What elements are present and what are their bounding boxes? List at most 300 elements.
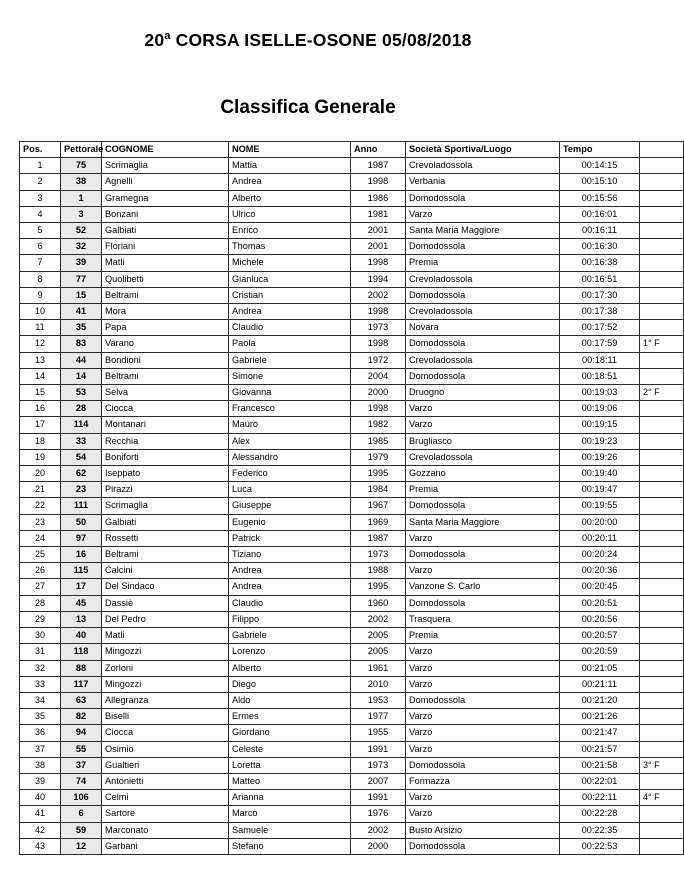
cell-bib: 54 <box>61 449 102 465</box>
cell-year: 2000 <box>351 838 406 854</box>
cell-club: Varzo <box>406 563 560 579</box>
cell-year: 1973 <box>351 320 406 336</box>
table-row <box>20 822 684 838</box>
cell-note <box>640 304 684 320</box>
cell-firstname: Stefano <box>229 838 351 854</box>
cell-note <box>640 611 684 627</box>
cell-time: 00:18:51 <box>560 368 640 384</box>
cell-position: 7 <box>20 255 61 271</box>
cell-firstname: Marco <box>229 806 351 822</box>
cell-firstname: Simone <box>229 368 351 384</box>
cell-bib: 50 <box>61 514 102 530</box>
cell-position: 10 <box>20 304 61 320</box>
cell-time: 00:22:35 <box>560 822 640 838</box>
cell-club: Druogno <box>406 385 560 401</box>
cell-club: Domodossola <box>406 368 560 384</box>
cell-note <box>640 741 684 757</box>
page-title-rest: CORSA ISELLE-OSONE 05/08/2018 <box>170 30 472 50</box>
cell-time: 00:21:11 <box>560 676 640 692</box>
cell-year: 1960 <box>351 595 406 611</box>
cell-position: 19 <box>20 449 61 465</box>
cell-note <box>640 838 684 854</box>
cell-time: 00:17:30 <box>560 287 640 303</box>
cell-note <box>640 271 684 287</box>
table-row <box>20 806 684 822</box>
cell-position: 15 <box>20 385 61 401</box>
cell-time: 00:16:51 <box>560 271 640 287</box>
cell-firstname: Paola <box>229 336 351 352</box>
cell-note <box>640 368 684 384</box>
cell-time: 00:17:38 <box>560 304 640 320</box>
cell-bib: 111 <box>61 498 102 514</box>
cell-club: Varzo <box>406 206 560 222</box>
cell-year: 1981 <box>351 206 406 222</box>
cell-club: Crevoladossola <box>406 449 560 465</box>
cell-year: 1991 <box>351 790 406 806</box>
cell-position: 34 <box>20 692 61 708</box>
cell-position: 27 <box>20 579 61 595</box>
cell-position: 40 <box>20 790 61 806</box>
table-row <box>20 676 684 692</box>
table-row <box>20 401 684 417</box>
cell-note <box>640 628 684 644</box>
cell-time: 00:21:47 <box>560 725 640 741</box>
cell-position: 29 <box>20 611 61 627</box>
cell-year: 1998 <box>351 336 406 352</box>
cell-time: 00:21:26 <box>560 709 640 725</box>
cell-club: Busto Arsizio <box>406 822 560 838</box>
cell-year: 2004 <box>351 368 406 384</box>
cell-surname: Quolibetti <box>102 271 229 287</box>
cell-firstname: Andrea <box>229 563 351 579</box>
cell-surname: Galbiati <box>102 514 229 530</box>
cell-note <box>640 417 684 433</box>
table-row <box>20 838 684 854</box>
cell-note: 4° F <box>640 790 684 806</box>
cell-year: 1961 <box>351 660 406 676</box>
cell-club: Domodossola <box>406 498 560 514</box>
cell-surname: Beltrami <box>102 287 229 303</box>
table-row <box>20 741 684 757</box>
cell-club: Verbania <box>406 174 560 190</box>
cell-firstname: Filippo <box>229 611 351 627</box>
cell-bib: 75 <box>61 158 102 174</box>
table-row <box>20 206 684 222</box>
table-row <box>20 449 684 465</box>
cell-firstname: Federico <box>229 466 351 482</box>
cell-bib: 82 <box>61 709 102 725</box>
table-row <box>20 530 684 546</box>
cell-time: 00:20:57 <box>560 628 640 644</box>
cell-bib: 39 <box>61 255 102 271</box>
cell-note <box>640 239 684 255</box>
cell-time: 00:21:57 <box>560 741 640 757</box>
cell-surname: Antonietti <box>102 773 229 789</box>
cell-year: 1995 <box>351 466 406 482</box>
cell-club: Formazza <box>406 773 560 789</box>
table-row <box>20 223 684 239</box>
cell-time: 00:16:38 <box>560 255 640 271</box>
table-row <box>20 725 684 741</box>
cell-note <box>640 223 684 239</box>
table-row <box>20 352 684 368</box>
cell-firstname: Thomas <box>229 239 351 255</box>
cell-bib: 83 <box>61 336 102 352</box>
cell-bib: 1 <box>61 190 102 206</box>
cell-club: Domodossola <box>406 595 560 611</box>
cell-firstname: Mattia <box>229 158 351 174</box>
cell-year: 1998 <box>351 401 406 417</box>
table-row <box>20 433 684 449</box>
cell-position: 18 <box>20 433 61 449</box>
cell-time: 00:19:47 <box>560 482 640 498</box>
cell-bib: 59 <box>61 822 102 838</box>
cell-surname: Dassiè <box>102 595 229 611</box>
cell-club: Domodossola <box>406 336 560 352</box>
cell-surname: Pirazzi <box>102 482 229 498</box>
cell-year: 2002 <box>351 611 406 627</box>
cell-time: 00:21:20 <box>560 692 640 708</box>
cell-surname: Sartore <box>102 806 229 822</box>
table-row <box>20 174 684 190</box>
column-header-time: Tempo <box>560 142 640 158</box>
cell-position: 9 <box>20 287 61 303</box>
cell-year: 1987 <box>351 158 406 174</box>
cell-firstname: Francesco <box>229 401 351 417</box>
cell-note <box>640 563 684 579</box>
cell-note <box>640 773 684 789</box>
column-header-surname: COGNOME <box>102 142 229 158</box>
cell-club: Varzo <box>406 741 560 757</box>
cell-club: Santa Maria Maggiore <box>406 223 560 239</box>
cell-club: Vanzone S. Carlo <box>406 579 560 595</box>
cell-position: 24 <box>20 530 61 546</box>
cell-time: 00:17:59 <box>560 336 640 352</box>
cell-note <box>640 595 684 611</box>
cell-note <box>640 644 684 660</box>
cell-bib: 14 <box>61 368 102 384</box>
cell-surname: Agnelli <box>102 174 229 190</box>
cell-time: 00:15:56 <box>560 190 640 206</box>
table-row <box>20 628 684 644</box>
table-row <box>20 239 684 255</box>
table-header-row <box>20 142 684 158</box>
table-row <box>20 417 684 433</box>
table-row <box>20 287 684 303</box>
cell-year: 1977 <box>351 709 406 725</box>
cell-surname: Recchia <box>102 433 229 449</box>
cell-bib: 114 <box>61 417 102 433</box>
table-row <box>20 611 684 627</box>
cell-bib: 94 <box>61 725 102 741</box>
cell-time: 00:15:10 <box>560 174 640 190</box>
cell-surname: Matli <box>102 628 229 644</box>
cell-time: 00:19:55 <box>560 498 640 514</box>
cell-bib: 37 <box>61 757 102 773</box>
cell-note <box>640 206 684 222</box>
cell-surname: Osimio <box>102 741 229 757</box>
cell-club: Trasquera <box>406 611 560 627</box>
cell-time: 00:16:30 <box>560 239 640 255</box>
table-row <box>20 304 684 320</box>
cell-position: 22 <box>20 498 61 514</box>
results-table-head <box>20 142 684 158</box>
table-row <box>20 190 684 206</box>
cell-firstname: Claudio <box>229 320 351 336</box>
cell-firstname: Claudio <box>229 595 351 611</box>
cell-year: 2002 <box>351 287 406 303</box>
cell-bib: 32 <box>61 239 102 255</box>
cell-surname: Del Pedro <box>102 611 229 627</box>
cell-surname: Mingozzi <box>102 676 229 692</box>
cell-position: 32 <box>20 660 61 676</box>
cell-bib: 97 <box>61 530 102 546</box>
cell-firstname: Michele <box>229 255 351 271</box>
cell-club: Varzo <box>406 725 560 741</box>
cell-position: 30 <box>20 628 61 644</box>
cell-surname: Scrimaglia <box>102 158 229 174</box>
cell-year: 1967 <box>351 498 406 514</box>
cell-firstname: Gabriele <box>229 352 351 368</box>
results-table-body <box>20 158 684 855</box>
cell-time: 00:18:11 <box>560 352 640 368</box>
cell-note <box>640 822 684 838</box>
cell-firstname: Celeste <box>229 741 351 757</box>
cell-club: Varzo <box>406 806 560 822</box>
cell-surname: Zorloni <box>102 660 229 676</box>
cell-bib: 23 <box>61 482 102 498</box>
page-title-prefix: 20 <box>144 30 165 50</box>
cell-surname: Floriani <box>102 239 229 255</box>
cell-bib: 3 <box>61 206 102 222</box>
cell-firstname: Lorenzo <box>229 644 351 660</box>
cell-bib: 52 <box>61 223 102 239</box>
cell-surname: Calcini <box>102 563 229 579</box>
cell-year: 2001 <box>351 239 406 255</box>
page-title-ordinal-suffix: a <box>164 30 171 43</box>
cell-position: 6 <box>20 239 61 255</box>
cell-note <box>640 287 684 303</box>
table-row <box>20 368 684 384</box>
cell-year: 1982 <box>351 417 406 433</box>
cell-club: Varzo <box>406 660 560 676</box>
table-row <box>20 482 684 498</box>
cell-note <box>640 401 684 417</box>
cell-position: 41 <box>20 806 61 822</box>
cell-surname: Montanari <box>102 417 229 433</box>
cell-position: 12 <box>20 336 61 352</box>
cell-note <box>640 255 684 271</box>
cell-surname: Rossetti <box>102 530 229 546</box>
cell-year: 1991 <box>351 741 406 757</box>
results-table-container <box>19 141 660 855</box>
cell-surname: Del Sindaco <box>102 579 229 595</box>
cell-club: Varzo <box>406 417 560 433</box>
cell-note <box>640 466 684 482</box>
cell-surname: Mora <box>102 304 229 320</box>
cell-note <box>640 498 684 514</box>
cell-year: 2002 <box>351 822 406 838</box>
cell-club: Domodossola <box>406 547 560 563</box>
cell-position: 43 <box>20 838 61 854</box>
cell-bib: 44 <box>61 352 102 368</box>
cell-firstname: Arianna <box>229 790 351 806</box>
cell-position: 25 <box>20 547 61 563</box>
cell-club: Santa Maria Maggiore <box>406 514 560 530</box>
cell-position: 35 <box>20 709 61 725</box>
table-row <box>20 692 684 708</box>
cell-surname: Bonzani <box>102 206 229 222</box>
cell-position: 5 <box>20 223 61 239</box>
cell-note <box>640 320 684 336</box>
cell-club: Brugliasco <box>406 433 560 449</box>
cell-time: 00:19:06 <box>560 401 640 417</box>
cell-time: 00:19:26 <box>560 449 640 465</box>
cell-surname: Beltrami <box>102 368 229 384</box>
cell-year: 1973 <box>351 547 406 563</box>
cell-year: 1969 <box>351 514 406 530</box>
cell-note <box>640 660 684 676</box>
cell-year: 2005 <box>351 644 406 660</box>
cell-bib: 117 <box>61 676 102 692</box>
cell-time: 00:17:52 <box>560 320 640 336</box>
cell-year: 2001 <box>351 223 406 239</box>
cell-surname: Matli <box>102 255 229 271</box>
cell-firstname: Patrick <box>229 530 351 546</box>
cell-year: 1986 <box>351 190 406 206</box>
cell-bib: 35 <box>61 320 102 336</box>
cell-surname: Selva <box>102 385 229 401</box>
cell-position: 42 <box>20 822 61 838</box>
cell-surname: Galbiati <box>102 223 229 239</box>
cell-surname: Biselli <box>102 709 229 725</box>
cell-note: 2° F <box>640 385 684 401</box>
table-row <box>20 320 684 336</box>
cell-club: Domodossola <box>406 838 560 854</box>
cell-position: 2 <box>20 174 61 190</box>
cell-firstname: Alex <box>229 433 351 449</box>
cell-year: 1976 <box>351 806 406 822</box>
cell-year: 2007 <box>351 773 406 789</box>
cell-club: Premia <box>406 482 560 498</box>
cell-bib: 55 <box>61 741 102 757</box>
cell-surname: Celmi <box>102 790 229 806</box>
cell-year: 1998 <box>351 255 406 271</box>
page-title <box>0 30 616 51</box>
cell-surname: Ciocca <box>102 725 229 741</box>
cell-time: 00:22:53 <box>560 838 640 854</box>
table-row <box>20 563 684 579</box>
cell-club: Varzo <box>406 644 560 660</box>
cell-bib: 38 <box>61 174 102 190</box>
cell-year: 1955 <box>351 725 406 741</box>
cell-year: 1987 <box>351 530 406 546</box>
cell-bib: 88 <box>61 660 102 676</box>
cell-firstname: Gabriele <box>229 628 351 644</box>
page-subtitle: Classifica Generale <box>220 97 396 118</box>
cell-firstname: Ermes <box>229 709 351 725</box>
cell-club: Premia <box>406 255 560 271</box>
cell-time: 00:21:58 <box>560 757 640 773</box>
cell-bib: 17 <box>61 579 102 595</box>
column-header-firstname: NOME <box>229 142 351 158</box>
cell-year: 1998 <box>351 304 406 320</box>
cell-year: 1979 <box>351 449 406 465</box>
cell-surname: Beltrami <box>102 547 229 563</box>
cell-bib: 41 <box>61 304 102 320</box>
cell-time: 00:16:01 <box>560 206 640 222</box>
cell-year: 2005 <box>351 628 406 644</box>
cell-firstname: Mauro <box>229 417 351 433</box>
cell-firstname: Tiziano <box>229 547 351 563</box>
column-header-club: Società Sportiva/Luogo <box>406 142 560 158</box>
cell-year: 1994 <box>351 271 406 287</box>
cell-club: Crevoladossola <box>406 352 560 368</box>
cell-year: 1973 <box>351 757 406 773</box>
cell-time: 00:20:36 <box>560 563 640 579</box>
cell-year: 2000 <box>351 385 406 401</box>
cell-position: 1 <box>20 158 61 174</box>
cell-surname: Ciocca <box>102 401 229 417</box>
cell-note <box>640 352 684 368</box>
cell-surname: Iseppato <box>102 466 229 482</box>
cell-firstname: Enrico <box>229 223 351 239</box>
cell-position: 26 <box>20 563 61 579</box>
cell-surname: Mingozzi <box>102 644 229 660</box>
cell-firstname: Giuseppe <box>229 498 351 514</box>
cell-club: Domodossola <box>406 692 560 708</box>
cell-position: 33 <box>20 676 61 692</box>
cell-position: 3 <box>20 190 61 206</box>
cell-firstname: Andrea <box>229 579 351 595</box>
column-header-note <box>640 142 684 158</box>
cell-firstname: Aldo <box>229 692 351 708</box>
cell-firstname: Loretta <box>229 757 351 773</box>
cell-club: Varzo <box>406 401 560 417</box>
cell-bib: 115 <box>61 563 102 579</box>
cell-note <box>640 725 684 741</box>
cell-surname: Varano <box>102 336 229 352</box>
cell-firstname: Cristian <box>229 287 351 303</box>
cell-surname: Garbani <box>102 838 229 854</box>
table-row <box>20 709 684 725</box>
cell-firstname: Eugenio <box>229 514 351 530</box>
cell-firstname: Andrea <box>229 304 351 320</box>
cell-bib: 33 <box>61 433 102 449</box>
cell-position: 17 <box>20 417 61 433</box>
cell-position: 4 <box>20 206 61 222</box>
cell-time: 00:19:40 <box>560 466 640 482</box>
table-row <box>20 790 684 806</box>
cell-club: Crevoladossola <box>406 158 560 174</box>
cell-note <box>640 806 684 822</box>
cell-surname: Papa <box>102 320 229 336</box>
cell-surname: Gualtieri <box>102 757 229 773</box>
cell-position: 11 <box>20 320 61 336</box>
cell-bib: 106 <box>61 790 102 806</box>
cell-note <box>640 190 684 206</box>
cell-note <box>640 174 684 190</box>
cell-surname: Scrimaglia <box>102 498 229 514</box>
cell-time: 00:19:15 <box>560 417 640 433</box>
cell-year: 1995 <box>351 579 406 595</box>
table-row <box>20 271 684 287</box>
cell-year: 1972 <box>351 352 406 368</box>
table-row <box>20 579 684 595</box>
cell-position: 39 <box>20 773 61 789</box>
cell-time: 00:20:56 <box>560 611 640 627</box>
cell-time: 00:20:24 <box>560 547 640 563</box>
